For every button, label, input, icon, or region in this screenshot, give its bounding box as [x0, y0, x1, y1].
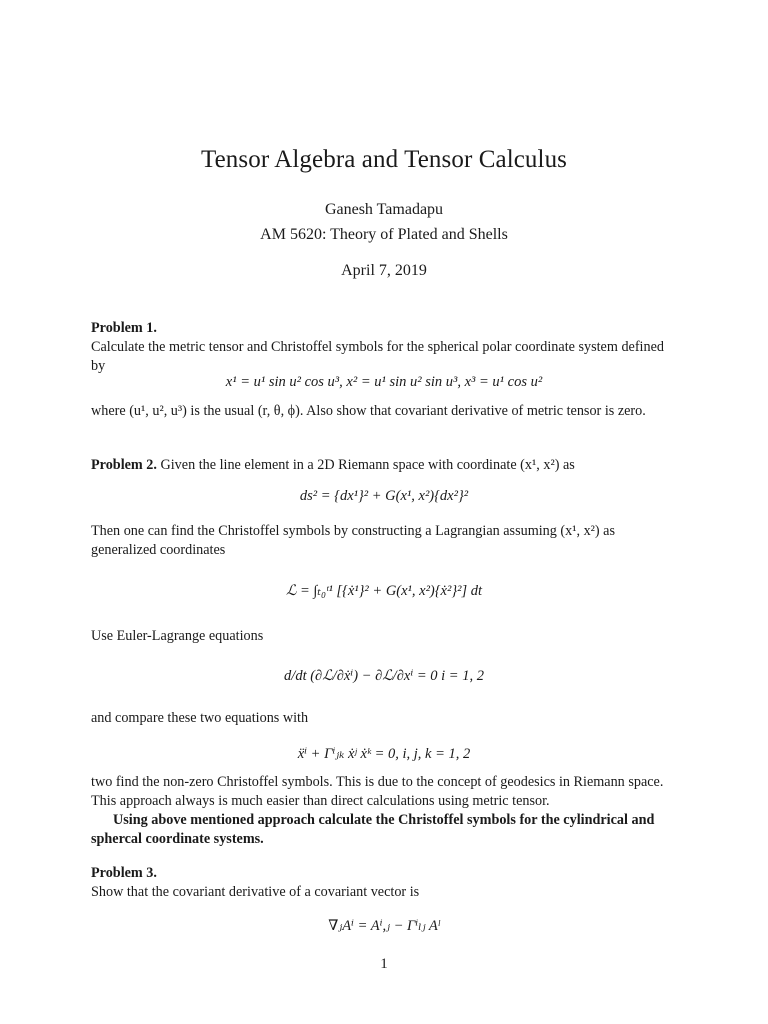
problem-3-text: Show that the covariant derivative of a covariant vector is: [91, 884, 420, 900]
problem-1-followup: where (u¹, u², u³) is the usual (r, θ, ϕ). Also show that covariant derivative of metric tensor is zero.: [91, 403, 646, 419]
problem-1-heading-block: [91, 319, 681, 338]
problem-2-compare-text: and compare these two equations with: [91, 710, 309, 726]
problem-2-heading: Problem 2.: [91, 457, 157, 473]
problem-2-intro-line: [91, 456, 681, 475]
document-title: Tensor Algebra and Tensor Calculus: [200, 146, 568, 173]
problem-2-bold-task: Using above mentioned approach calculate the Christoffel symbols for the cylindrical and sphercal coordinate systems.: [91, 812, 655, 847]
problem-1-intro: Calculate the metric tensor and Christoffel symbols for the spherical polar coordinate system defined by: [91, 339, 664, 374]
document-author: Ganesh Tamadapu: [324, 201, 444, 218]
problem-3-heading: Problem 3.: [91, 865, 157, 881]
problem-1-equation: x¹ = u¹ sin u² cos u³, x² = u¹ sin u² sin u³, x³ = u¹ cos u²: [225, 374, 543, 390]
problem-2-line-element-equation: ds² = {dx¹}² + G(x¹, x²){dx²}²: [299, 488, 469, 504]
problem-2-lagrangian-equation: ℒ = ∫ₜ₀ᵗ¹ [{ẋ¹}² + G(x¹, x²){ẋ²}²] dt: [285, 583, 483, 599]
problem-2-intro: Given the line element in a 2D Riemann space with coordinate (x¹, x²) as: [160, 457, 575, 473]
problem-2-euler-equation: d/dt (∂ℒ/∂ẋⁱ) − ∂ℒ/∂xⁱ = 0 i = 1, 2: [284, 668, 484, 684]
problem-2-euler-text: Use Euler-Lagrange equations: [91, 628, 264, 644]
problem-2-conclusion: two find the non-zero Christoffel symbols. This is due to the concept of geodesics in Riemann space. This approach always is much easier than direct calculations using metric tensor.: [91, 774, 664, 809]
problem-2-geodesic-equation: ẍⁱ + Γⁱⱼₖ ẋʲ ẋᵏ = 0, i, j, k = 1, 2: [297, 746, 471, 762]
problem-3-heading-block: [91, 864, 681, 883]
document-date: April 7, 2019: [341, 262, 427, 279]
page-number: 1: [380, 956, 388, 972]
problem-3-equation: ∇ⱼAⁱ = Aⁱ,ⱼ − Γⁱₗⱼ Aˡ: [328, 918, 440, 934]
problem-2-lagrangian-text: Then one can find the Christoffel symbols by constructing a Lagrangian assuming (x¹, x²) as generalized coordinates: [91, 523, 616, 558]
problem-1-heading: Problem 1.: [91, 320, 157, 336]
document-course: AM 5620: Theory of Plated and Shells: [260, 226, 508, 243]
